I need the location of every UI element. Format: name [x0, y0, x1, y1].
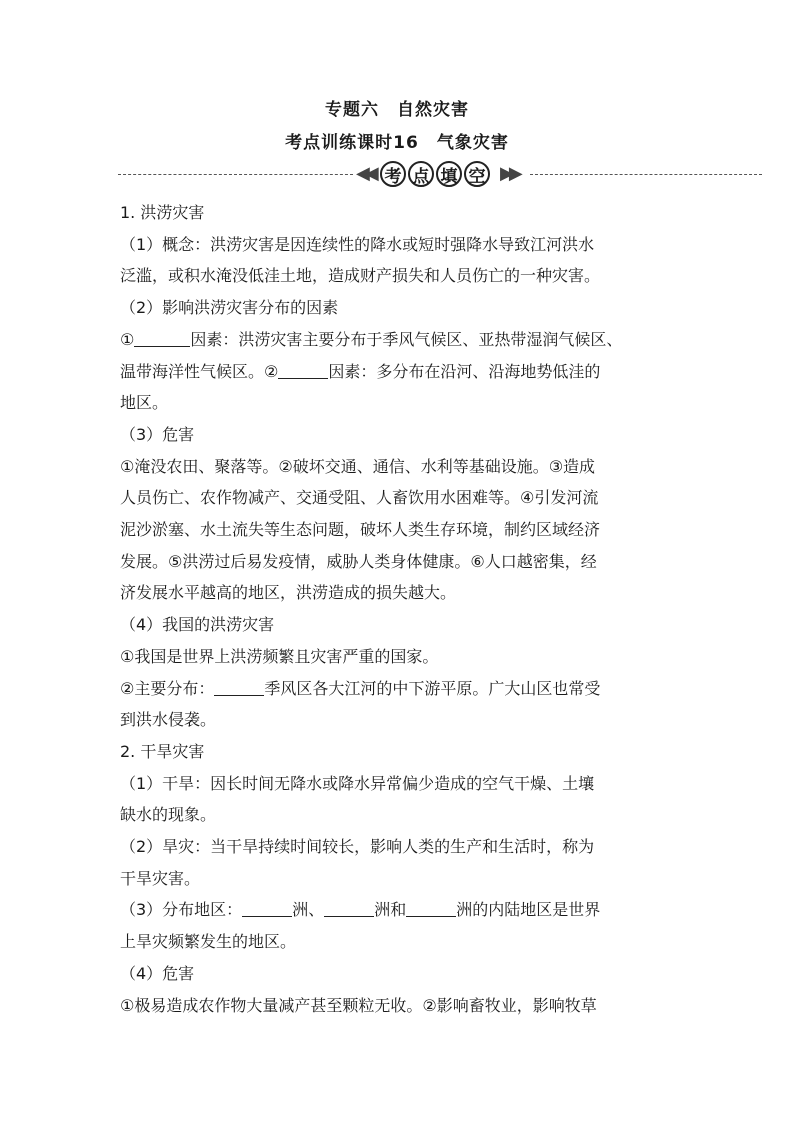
topic-title: 专题六 自然灾害 [325, 100, 469, 120]
text-line: ①淹没农田、聚落等。②破坏交通、通信、水利等基础设施。③造成 [120, 456, 596, 476]
text-line: （1）概念：洪涝灾害是因连续性的降水或短时强降水导致江河洪水 [120, 234, 595, 254]
text-line: 人员伤亡、农作物减产、交通受阻、人畜饮用水困难等。④引发河流 [120, 488, 599, 508]
text-line: 到洪水侵袭。 [120, 710, 217, 730]
fill-blank [324, 898, 374, 917]
banner-char: 填 [436, 161, 462, 187]
text-fragment: 季风区各大江河的中下游平原。广大山区也常受 [264, 678, 601, 698]
text-line: （4）危害 [120, 963, 195, 983]
text-line [120, 673, 680, 705]
text-line: 地区。 [120, 393, 169, 413]
text-fragment: 因素：多分布在沿河、沿海地势低洼的 [328, 361, 601, 381]
fill-blank [214, 677, 264, 696]
lesson-subtitle: 考点训练课时16 气象灾害 [285, 133, 509, 153]
text-fragment: （3）分布地区： [120, 900, 243, 920]
text-fragment: ②主要分布： [120, 678, 215, 698]
banner-char: 点 [408, 161, 434, 187]
text-line: （4）我国的洪涝灾害 [120, 615, 275, 635]
text-fragment: 因素：洪涝灾害主要分布于季风气候区、亚热带湿润气候区、 [190, 329, 623, 349]
text-line: 发展。⑤洪涝过后易发疫情，威胁人类身体健康。⑥人口越密集，经 [120, 551, 597, 571]
text-line: （3）危害 [120, 424, 195, 444]
text-line: 泥沙淤塞、水土流失等生态问题，破坏人类生存环境，制约区域经济 [120, 520, 601, 540]
double-chevron-right-icon: ▶▶ [500, 163, 518, 184]
text-line: 2. 干旱灾害 [120, 741, 205, 761]
fill-blank [278, 360, 328, 379]
fill-blank [134, 328, 190, 347]
text-line: 上旱灾频繁发生的地区。 [120, 932, 297, 952]
text-line [120, 324, 680, 356]
text-line: 1. 洪涝灾害 [120, 203, 205, 222]
fill-blank [406, 898, 456, 917]
text-fragment: ① [120, 329, 135, 349]
section-banner [118, 160, 762, 190]
text-line: （2）旱灾：当干旱持续时间较长，影响人类的生产和生活时，称为 [120, 837, 595, 857]
double-chevron-left-icon: ◀◀ [356, 163, 374, 184]
text-line [120, 356, 680, 388]
text-line [120, 894, 680, 926]
text-fragment: 洲、 [292, 900, 325, 920]
text-line: 泛滥，或积水淹没低洼土地，造成财产损失和人员伤亡的一种灾害。 [120, 266, 601, 286]
text-line: 济发展水平越高的地区，洪涝造成的损失越大。 [120, 583, 457, 603]
text-line: ①我国是世界上洪涝频繁且灾害严重的国家。 [120, 646, 439, 666]
text-line: 干旱灾害。 [120, 868, 201, 888]
text-line: ①极易造成农作物大量减产甚至颗粒无收。②影响畜牧业，影响牧草 [120, 995, 597, 1015]
banner-rule-right [530, 174, 762, 175]
text-fragment: 洲和 [374, 900, 407, 920]
banner-badges [380, 160, 500, 190]
text-line: （1）干旱：因长时间无降水或降水异常偏少造成的空气干燥、土壤 [120, 773, 595, 793]
text-line: 缺水的现象。 [120, 805, 217, 825]
fill-blank [242, 898, 292, 917]
text-fragment: 温带海洋性气候区。② [120, 361, 279, 381]
body-text [120, 197, 680, 1021]
text-fragment: 洲的内陆地区是世界 [456, 900, 601, 920]
banner-char: 考 [380, 161, 406, 187]
banner-char: 空 [464, 161, 490, 187]
text-line: （2）影响洪涝灾害分布的因素 [120, 298, 339, 318]
banner-rule-left [118, 174, 353, 175]
